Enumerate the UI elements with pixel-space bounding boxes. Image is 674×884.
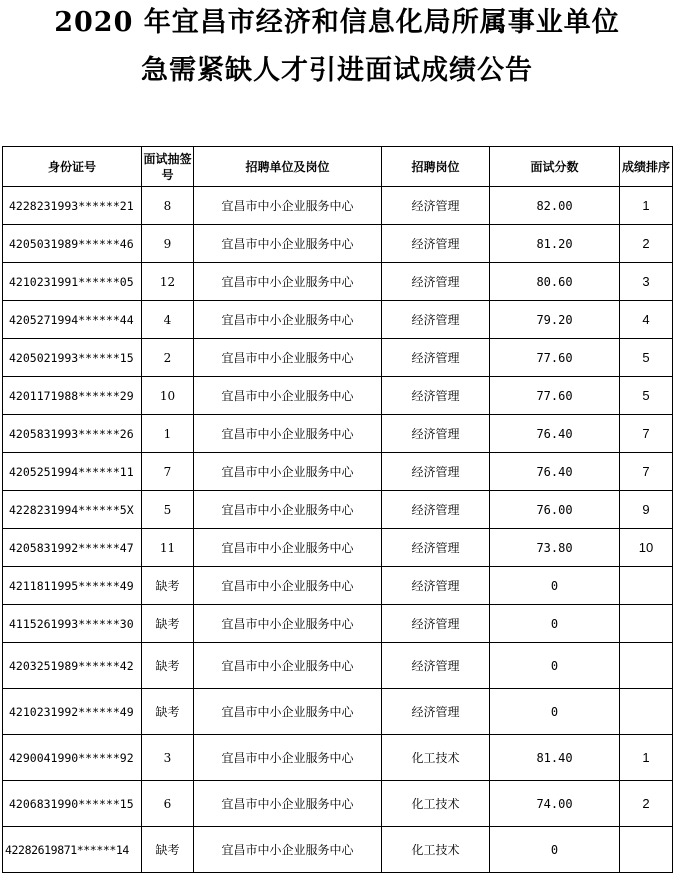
table-row: [3, 605, 673, 643]
cell-id: 4211811995******49: [3, 567, 142, 605]
cell-id: 4205251994******11: [3, 453, 142, 491]
table-header-row: [3, 147, 673, 187]
cell-unit: 宜昌市中小企业服务中心: [194, 689, 382, 735]
cell-lot: 4: [142, 301, 194, 339]
cell-unit: 宜昌市中小企业服务中心: [194, 781, 382, 827]
cell-rank: 5: [620, 377, 673, 415]
cell-id: 4205031989******46: [3, 225, 142, 263]
cell-lot: 3: [142, 735, 194, 781]
cell-rank: 2: [620, 225, 673, 263]
cell-post: 化工技术: [382, 735, 490, 781]
cell-id: 4228231993******21: [3, 187, 142, 225]
table-row: [3, 827, 673, 873]
cell-id: 4290041990******92: [3, 735, 142, 781]
cell-score: 81.40: [490, 735, 620, 781]
table-row: [3, 377, 673, 415]
cell-rank: [620, 605, 673, 643]
cell-post: 经济管理: [382, 377, 490, 415]
cell-post: 化工技术: [382, 781, 490, 827]
cell-lot: 缺考: [142, 643, 194, 689]
cell-score: 81.20: [490, 225, 620, 263]
cell-unit: 宜昌市中小企业服务中心: [194, 827, 382, 873]
cell-rank: 1: [620, 187, 673, 225]
cell-unit: 宜昌市中小企业服务中心: [194, 301, 382, 339]
cell-lot: 缺考: [142, 827, 194, 873]
table-row: [3, 735, 673, 781]
results-table: [2, 146, 673, 873]
header-id: 身份证号: [3, 147, 142, 187]
cell-id: 4206831990******15: [3, 781, 142, 827]
cell-unit: 宜昌市中小企业服务中心: [194, 529, 382, 567]
cell-score: 0: [490, 643, 620, 689]
table-row: [3, 453, 673, 491]
table-row: [3, 263, 673, 301]
cell-post: 经济管理: [382, 339, 490, 377]
cell-unit: 宜昌市中小企业服务中心: [194, 567, 382, 605]
cell-unit: 宜昌市中小企业服务中心: [194, 377, 382, 415]
cell-post: 经济管理: [382, 491, 490, 529]
cell-score: 76.00: [490, 491, 620, 529]
cell-rank: 7: [620, 453, 673, 491]
table-body: [3, 187, 673, 873]
cell-lot: 缺考: [142, 567, 194, 605]
cell-score: 0: [490, 567, 620, 605]
cell-rank: 1: [620, 735, 673, 781]
cell-lot: 5: [142, 491, 194, 529]
header-lot: 面试抽签号: [142, 147, 194, 187]
table-row: [3, 567, 673, 605]
cell-rank: [620, 567, 673, 605]
cell-rank: 5: [620, 339, 673, 377]
cell-unit: 宜昌市中小企业服务中心: [194, 491, 382, 529]
cell-id: 4205831993******26: [3, 415, 142, 453]
page-title-line-2: 急需紧缺人才引进面试成绩公告: [141, 55, 533, 86]
cell-post: 化工技术: [382, 827, 490, 873]
cell-rank: 3: [620, 263, 673, 301]
cell-unit: 宜昌市中小企业服务中心: [194, 225, 382, 263]
table-row: [3, 491, 673, 529]
cell-unit: 宜昌市中小企业服务中心: [194, 453, 382, 491]
cell-id: 4205831992******47: [3, 529, 142, 567]
cell-id: 4115261993******30: [3, 605, 142, 643]
cell-post: 经济管理: [382, 263, 490, 301]
cell-score: 0: [490, 689, 620, 735]
table-row: [3, 415, 673, 453]
table-row: [3, 689, 673, 735]
cell-score: 77.60: [490, 339, 620, 377]
cell-id: 4203251989******42: [3, 643, 142, 689]
cell-lot: 2: [142, 339, 194, 377]
cell-lot: 6: [142, 781, 194, 827]
cell-id: 4201171988******29: [3, 377, 142, 415]
cell-unit: 宜昌市中小企业服务中心: [194, 735, 382, 781]
cell-unit: 宜昌市中小企业服务中心: [194, 415, 382, 453]
cell-rank: [620, 643, 673, 689]
table-row: [3, 781, 673, 827]
cell-rank: [620, 689, 673, 735]
cell-post: 经济管理: [382, 225, 490, 263]
cell-id: 4205021993******15: [3, 339, 142, 377]
header-post: 招聘岗位: [382, 147, 490, 187]
cell-rank: [620, 827, 673, 873]
cell-post: 经济管理: [382, 301, 490, 339]
cell-score: 80.60: [490, 263, 620, 301]
cell-post: 经济管理: [382, 529, 490, 567]
header-rank: 成绩排序: [620, 147, 673, 187]
cell-rank: 10: [620, 529, 673, 567]
header-score: 面试分数: [490, 147, 620, 187]
table-row: [3, 187, 673, 225]
cell-post: 经济管理: [382, 415, 490, 453]
cell-post: 经济管理: [382, 453, 490, 491]
table-row: [3, 301, 673, 339]
cell-score: 77.60: [490, 377, 620, 415]
cell-score: 76.40: [490, 453, 620, 491]
cell-post: 经济管理: [382, 187, 490, 225]
cell-post: 经济管理: [382, 605, 490, 643]
cell-id: 4210231992******49: [3, 689, 142, 735]
table-row: [3, 643, 673, 689]
cell-post: 经济管理: [382, 689, 490, 735]
cell-post: 经济管理: [382, 643, 490, 689]
cell-lot: 缺考: [142, 605, 194, 643]
cell-lot: 8: [142, 187, 194, 225]
cell-lot: 1: [142, 415, 194, 453]
cell-score: 0: [490, 827, 620, 873]
cell-rank: 9: [620, 491, 673, 529]
cell-id: 4210231991******05: [3, 263, 142, 301]
cell-rank: 4: [620, 301, 673, 339]
cell-lot: 7: [142, 453, 194, 491]
cell-id: 4205271994******44: [3, 301, 142, 339]
table-row: [3, 339, 673, 377]
table-row: [3, 225, 673, 263]
cell-unit: 宜昌市中小企业服务中心: [194, 605, 382, 643]
cell-lot: 11: [142, 529, 194, 567]
cell-unit: 宜昌市中小企业服务中心: [194, 263, 382, 301]
cell-rank: 2: [620, 781, 673, 827]
cell-score: 79.20: [490, 301, 620, 339]
page-title-line-1: 2020 年宜昌市经济和信息化局所属事业单位: [54, 7, 620, 38]
cell-lot: 12: [142, 263, 194, 301]
cell-score: 74.00: [490, 781, 620, 827]
cell-id: 4228231994******5X: [3, 491, 142, 529]
header-unit: 招聘单位及岗位: [194, 147, 382, 187]
table-row: [3, 529, 673, 567]
cell-score: 0: [490, 605, 620, 643]
cell-unit: 宜昌市中小企业服务中心: [194, 643, 382, 689]
cell-unit: 宜昌市中小企业服务中心: [194, 339, 382, 377]
cell-score: 76.40: [490, 415, 620, 453]
cell-post: 经济管理: [382, 567, 490, 605]
cell-score: 73.80: [490, 529, 620, 567]
cell-lot: 10: [142, 377, 194, 415]
cell-lot: 缺考: [142, 689, 194, 735]
cell-score: 82.00: [490, 187, 620, 225]
cell-id: 42282619871******14: [3, 827, 142, 873]
cell-unit: 宜昌市中小企业服务中心: [194, 187, 382, 225]
cell-lot: 9: [142, 225, 194, 263]
cell-rank: 7: [620, 415, 673, 453]
